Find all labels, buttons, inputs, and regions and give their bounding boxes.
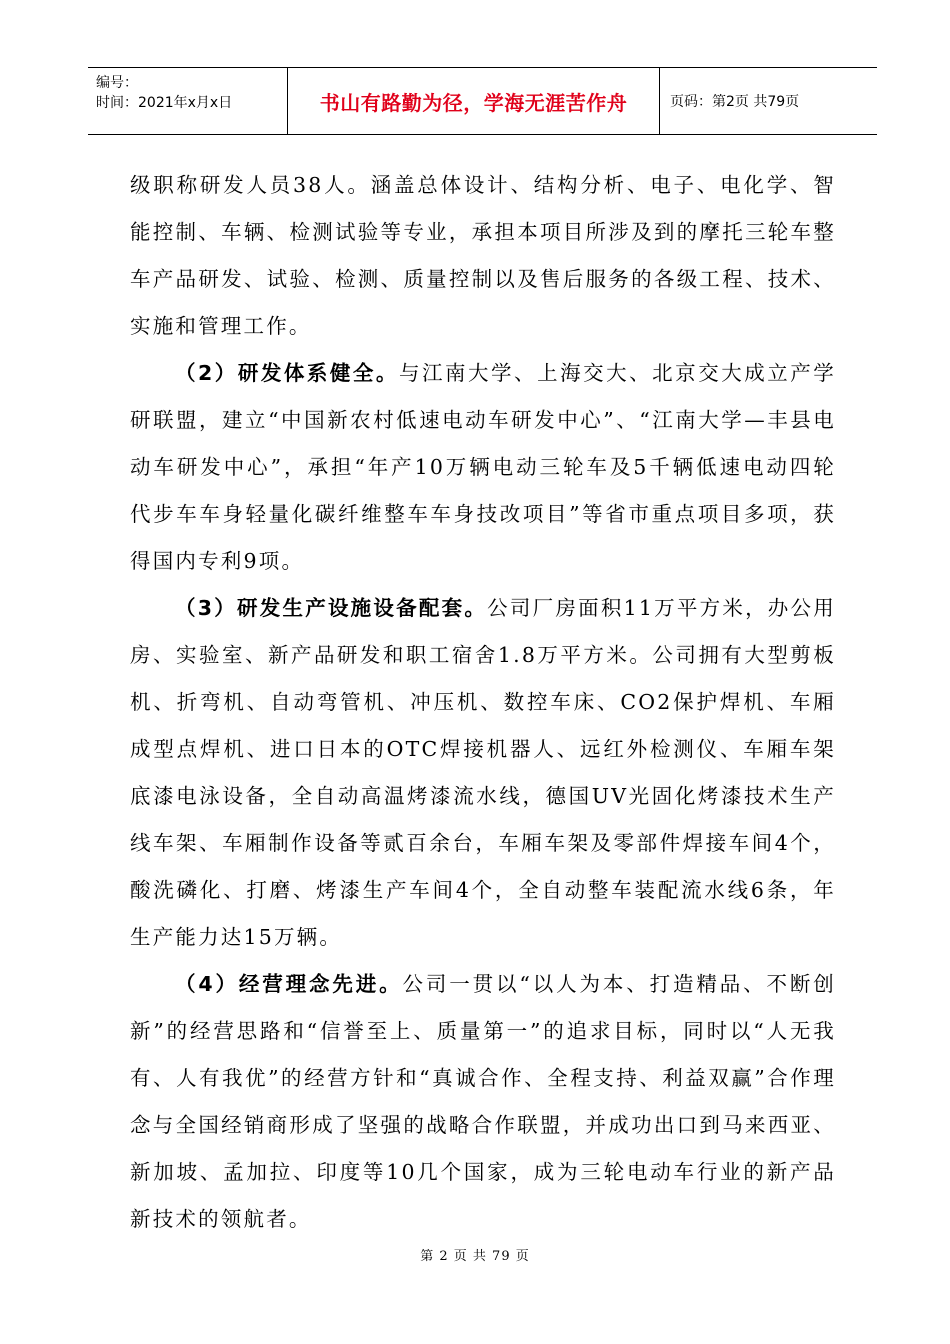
paragraph-text: 公司厂房面积11万平方米，办公用房、实验室、新产品研发和职工宿舍1.8万平方米。公司拥有大型剪板机、折弯机、自动弯管机、冲压机、数控车床、CO2保护焊机、车厢成型点焊机、进口日本的OTC焊接机器人、远红外检测仪、车厢车架底漆电泳设备，全自动高温烤漆流水线，德国UV光固化烤漆技术生产线车架、车厢制作设备等贰百余台，车厢车架及零部件焊接车间4个，酸洗磷化、打磨、烤漆生产车间4个，全自动整车装配流水线6条，年生产能力达15万辆。 <box>130 596 836 949</box>
document-body <box>130 162 836 1243</box>
page-footer: 第 2 页 共 79 页 <box>420 1249 530 1264</box>
paragraph-text: 公司一贯以“以人为本、打造精品、不断创新”的经营思路和“信誉至上、质量第一”的追求目标，同时以“人无我有、人有我优”的经营方针和“真诚合作、全程支持、利益双赢”合作理念与全国经销商形成了坚强的战略合作联盟，并成功出口到马来西亚、新加坡、孟加拉、印度等10几个国家，成为三轮电动车行业的新产品新技术的领航者。 <box>130 972 837 1231</box>
header-motto: 书山有路勤为径，学海无涯苦作舟 <box>288 68 660 134</box>
paragraph-continuation: 级职称研发人员38人。涵盖总体设计、结构分析、电子、电化学、智能控制、车辆、检测试验等专业，承担本项目所涉及到的摩托三轮车整车产品研发、试验、检测、质量控制以及售后服务的各级工程、技术、实施和管理工作。 <box>130 173 836 338</box>
paragraph-philosophy <box>130 961 836 1243</box>
header-meta <box>88 68 288 134</box>
paragraph-text: 与江南大学、上海交大、北京交大成立产学研联盟，建立“中国新农村低速电动车研发中心”、“江南大学—丰县电动车研发中心”，承担“年产10万辆电动三轮车及5千辆低速电动四轮代步车车身轻量化碳纤维整车车身技改项目”等省市重点项目多项，获得国内专利9项。 <box>130 361 836 573</box>
paragraph-heading: （2）研发体系健全。 <box>175 361 399 385</box>
page-header <box>88 67 877 135</box>
paragraph-facilities <box>130 585 836 961</box>
header-page-info: 页码：第2页 共79页 <box>670 94 800 110</box>
paragraph-heading: （4）经营理念先进。 <box>175 972 403 996</box>
time-label: 时间：2021年x月x日 <box>96 95 233 111</box>
paragraph-rd-system <box>130 350 836 585</box>
serial-label: 编号： <box>96 75 138 91</box>
paragraph-heading: （3）研发生产设施设备配套。 <box>175 596 488 620</box>
